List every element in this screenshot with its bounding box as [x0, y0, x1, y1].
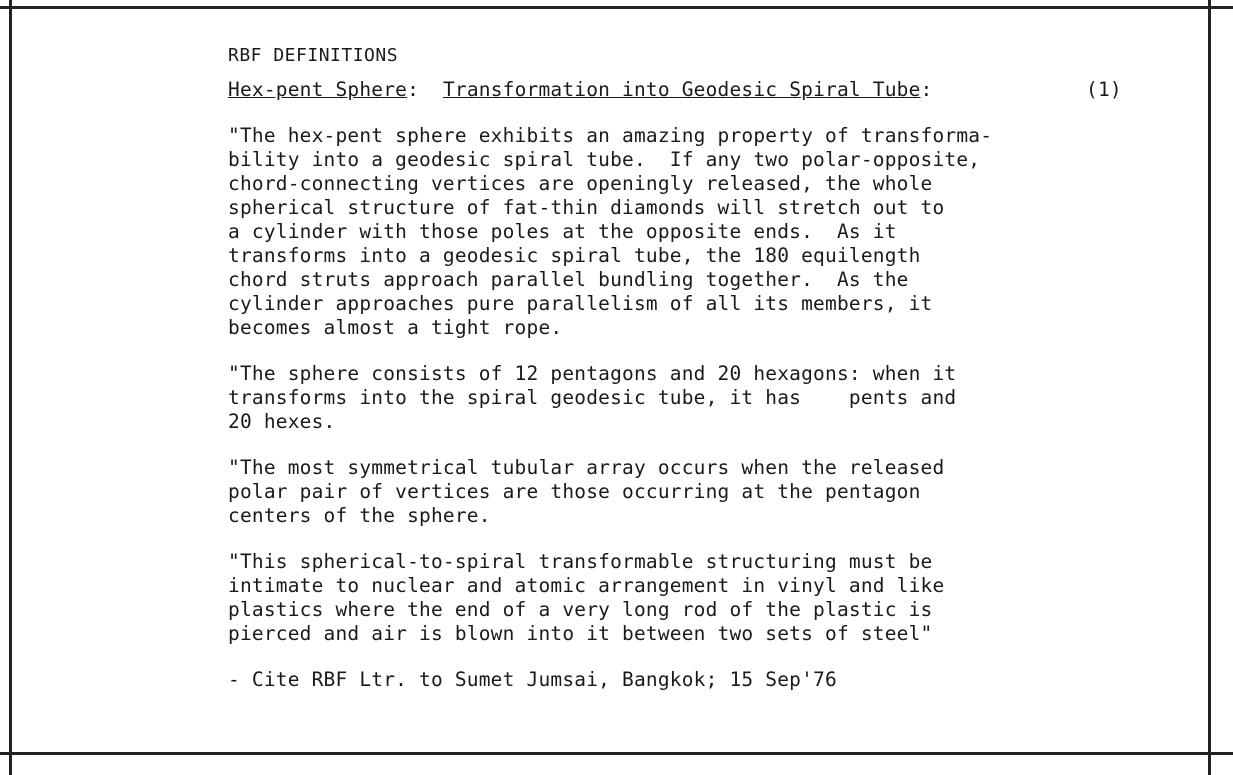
top-border-rule	[0, 6, 1233, 9]
title-topic: Transformation into Geodesic Spiral Tube	[442, 78, 921, 101]
title-separator: :	[407, 78, 443, 101]
page-number: (1)	[1086, 78, 1122, 101]
bottom-border-rule	[0, 752, 1233, 755]
title-term: Hex-pent Sphere	[228, 78, 408, 101]
definition-card	[228, 44, 1168, 692]
quote-paragraph-composition: "The sphere consists of 12 pentagons and 20 hexagons: when it transforms into the spiral geodesic tube, it has pents and 20 hexes.	[228, 362, 957, 433]
citation: - Cite RBF Ltr. to Sumet Jumsai, Bangkok; 15 Sep'76	[228, 668, 837, 691]
title-topic-suffix: :	[920, 78, 933, 101]
quote-paragraph-plastics: "This spherical-to-spiral transformable structuring must be intimate to nuclear and atomic arrangement in vinyl and like plastics where the end of a very long rod of the plastic is pierced and air is blown into it between two sets of steel"	[228, 550, 945, 645]
right-border-rule	[1208, 0, 1211, 775]
card-title	[228, 78, 1168, 124]
quote-paragraph-transformability: "The hex-pent sphere exhibits an amazing property of transforma- bility into a geodesic spiral tube. If any two polar-opposite, chord-connecting vertices are openingly released, the whole spherical structure of fat-thin diamonds will stretch out to a cylinder with those poles at the opposite ends. As it transforms into a geodesic spiral tube, the 180 equilength chord struts approach parallel bundling together. As the cylinder approaches pure parallelism of all its members, it becomes almost a tight rope.	[228, 124, 993, 339]
left-border-rule	[9, 0, 12, 775]
card-heading: RBF DEFINITIONS	[228, 45, 399, 66]
quote-paragraph-symmetry: "The most symmetrical tubular array occurs when the released polar pair of vertices are those occurring at the pentagon centers of the sphere.	[228, 456, 945, 527]
